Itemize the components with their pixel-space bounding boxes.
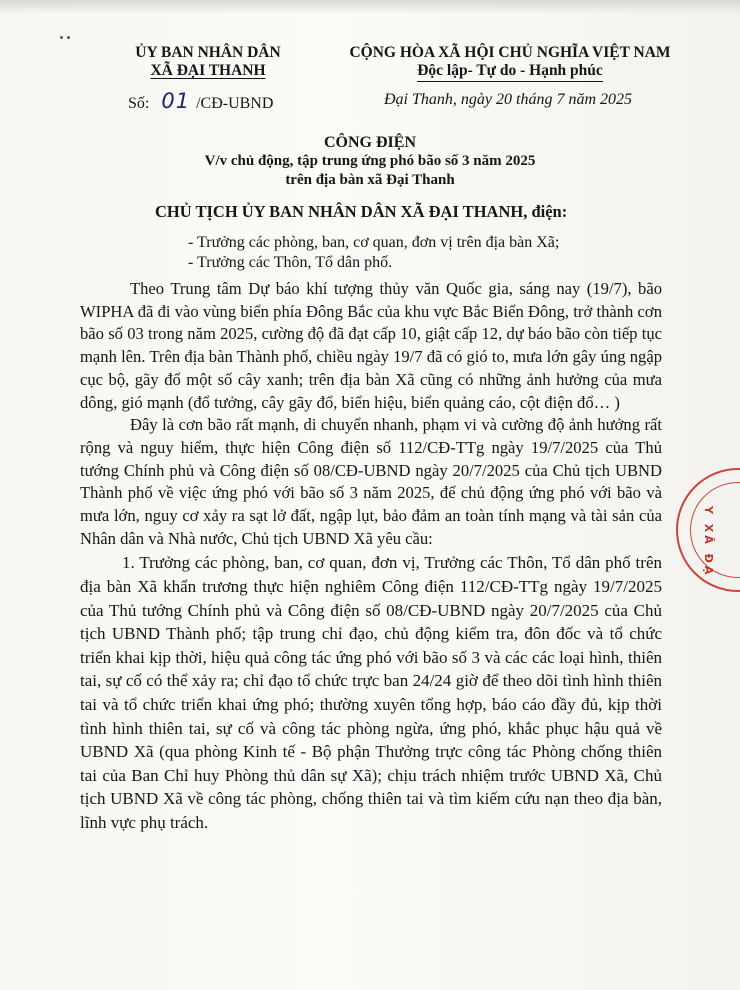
national-motto-block bbox=[330, 44, 690, 82]
recipient-item: - Trưởng các Thôn, Tổ dân phố. bbox=[188, 254, 393, 271]
motto: Độc lập- Tự do - Hạnh phúc bbox=[417, 62, 603, 82]
body-paragraph: 1. Trưởng các phòng, ban, cơ quan, đơn vị, Trưởng các Thôn, Tổ dân phố trên địa bàn Xã khẩn trương thực hiện nghiêm Công điện 112/CĐ-TTg ngày 19/7/2025 của Thủ tướng Chính phủ và Công điện số 08/CĐ-UBND ngày 20/7/2025 của Chủ tịch UBND Thành phố; tập trung chỉ đạo, chủ động kiểm tra, đôn đốc và tổ chức triển khai kịp thời, hiệu quả công tác ứng phó với bão số 3 và các các loại hình, thiên tai, sự cố có thể xảy ra; chỉ đạo tổ chức trực ban 24/24 giờ để theo dõi tình hình thiên tai và tổ chức triển khai ứng phó; thường xuyên tổng hợp, báo cáo đầy đủ, kịp thời tình hình thiên tai, sự cố và công tác phòng ngừa, ứng phó, khắc phục hậu quả về UBND Xã (qua phòng Kinh tế - Bộ phận Thưởng trực công tác Phòng chống thiên tai của Ban Chỉ huy Phòng thủ dân sự Xã); chịu trách nhiệm trước UBND Xã, Chủ tịch UBND Xã về công tác phòng, chống thiên tai và tìm kiếm cứu nạn theo địa bàn, lĩnh vực phụ trách. bbox=[80, 553, 662, 832]
document-body bbox=[80, 278, 662, 835]
issue-date: Đại Thanh, ngày 20 tháng 7 năm 2025 bbox=[384, 91, 632, 108]
nation-name: CỘNG HÒA XÃ HỘI CHỦ NGHĨA VIỆT NAM bbox=[349, 44, 671, 61]
issuer-block bbox=[108, 44, 308, 80]
body-paragraph: Theo Trung tâm Dự báo khí tượng thủy văn Quốc gia, sáng nay (19/7), bão WIPHA đã đi vào vùng biển phía Đông Bắc của khu vực Bắc Biển Đông, trở thành cơn bão số 03 trong năm 2025, cường độ đã đạt cấp 10, giật cấp 12, dự báo bão còn tiếp tục mạnh lên. Trên địa bàn Thành phố, chiều ngày 19/7 đã có gió to, mưa lớn gây úng ngập cục bộ, gãy đổ một số cây xanh; trên địa bàn Xã cũng có những ảnh hưởng của mưa dông, gió mạnh (đổ tưởng, cây gãy đổ, biển hiệu, biển quảng cáo, cột điện đổ… ) bbox=[80, 279, 662, 412]
issuer-line2: XÃ ĐẠI THANH bbox=[150, 62, 266, 79]
handwritten-number: 01 bbox=[161, 89, 191, 113]
scan-speck bbox=[60, 36, 63, 39]
number-label: Số: bbox=[128, 95, 150, 112]
subject-line-2: trên địa bàn xã Đại Thanh bbox=[285, 172, 455, 188]
number-suffix: /CĐ-UBND bbox=[196, 95, 274, 112]
recipient-list bbox=[188, 233, 559, 273]
document-title: CÔNG ĐIỆN bbox=[323, 134, 416, 151]
scan-shadow bbox=[0, 0, 740, 14]
sender-line: CHỦ TỊCH ỦY BAN NHÂN DÂN XÃ ĐẠI THANH, điện: bbox=[155, 202, 568, 221]
recipient-item: - Trưởng các phòng, ban, cơ quan, đơn vị trên địa bàn Xã; bbox=[188, 234, 560, 251]
document-number bbox=[128, 89, 273, 113]
title-block bbox=[120, 133, 620, 190]
official-seal-text: Y XÃ ĐẠ bbox=[702, 506, 715, 578]
issuer-line1: ỦY BAN NHÂN DÂN bbox=[135, 44, 281, 61]
subject-line-1: V/v chủ động, tập trung ứng phó bão số 3 năm 2025 bbox=[204, 153, 536, 169]
scan-speck bbox=[67, 36, 70, 39]
body-paragraph: Đây là cơn bão rất mạnh, di chuyển nhanh, phạm vi và cường độ ảnh hưởng rất rộng và nguy hiểm, thực hiện Công điện số 112/CĐ-TTg ngày 19/7/2025 của Thủ tướng Chính phủ và Công điện số 08/CĐ-UBND ngày 20/7/2025 của Chủ tịch UBND Thành phố về việc ứng phó với bão số 3 năm 2025, để chủ động ứng phó với bão và mưa lớn, nguy cơ xảy ra sạt lở đất, ngập lụt, bảo đảm an toàn tính mạng và tài sản của Nhân dân và Nhà nước, Chủ tịch UBND Xã yêu cầu: bbox=[80, 415, 662, 548]
